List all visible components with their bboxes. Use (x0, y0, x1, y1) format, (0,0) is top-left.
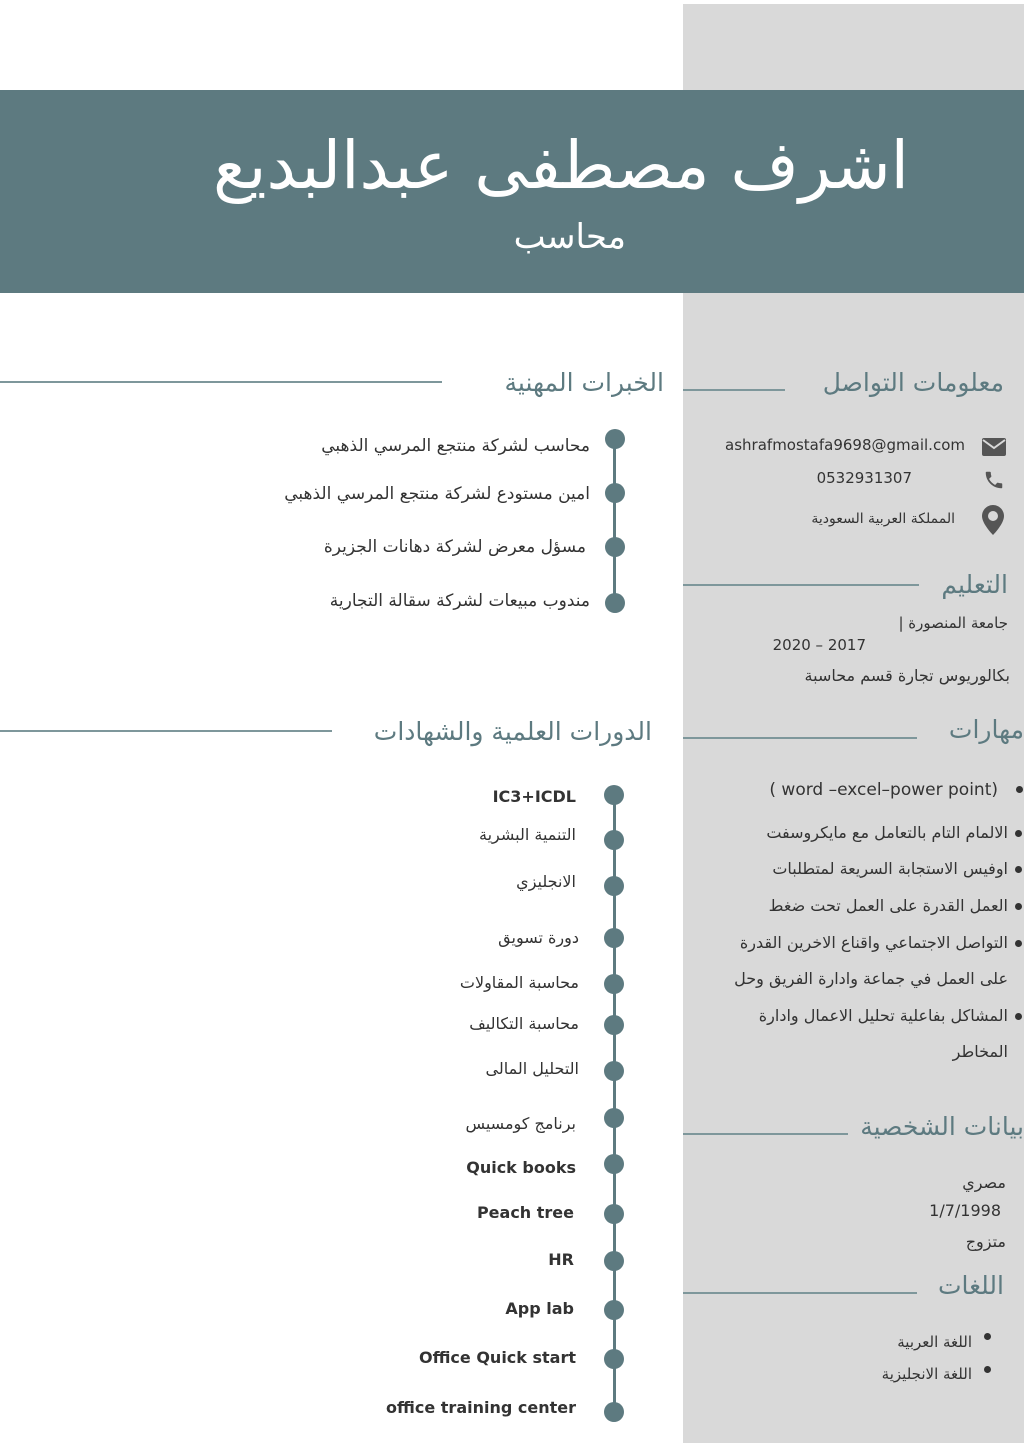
timeline-dot (604, 1061, 624, 1081)
timeline-dot (604, 1349, 624, 1369)
timeline-dot (604, 974, 624, 994)
marital-status-text: متزوج (965, 1232, 1006, 1251)
contact-divider (683, 389, 785, 391)
experience-title: الخبرات المهنية (504, 368, 664, 397)
skill-line: الالمام التام بالتعامل مع مايكروسفت (766, 823, 1008, 842)
course-item: محاسبة المقاولات (459, 973, 579, 992)
course-item: برنامج كومسيس (465, 1114, 576, 1133)
course-item: HR (548, 1250, 574, 1269)
course-item: الانجليزي (516, 872, 576, 891)
timeline-dot (604, 1154, 624, 1174)
nationality-text: مصري (962, 1173, 1006, 1192)
course-item: التحليل المالى (485, 1059, 579, 1078)
skill-line: على العمل في جماعة وادارة الفريق وحل (734, 969, 1008, 988)
experience-item: محاسب لشركة منتجع المرسي الذهبي (321, 436, 590, 456)
person-name: اشرف مصطفى عبدالبديع (213, 127, 909, 204)
email-text: ashrafmostafa9698@gmail.com (725, 436, 965, 454)
email-icon (982, 438, 1006, 456)
course-item: Office Quick start (418, 1348, 576, 1367)
location-text: المملكة العربية السعودية (811, 511, 955, 527)
course-item: التنمية البشرية (479, 825, 576, 844)
personal-title: بيانات الشخصية (860, 1112, 1024, 1141)
education-title: التعليم (941, 570, 1008, 599)
skill-bullet (1015, 866, 1022, 873)
course-item: office training center (386, 1398, 576, 1417)
timeline-dot (605, 537, 625, 557)
phone-icon (983, 469, 1005, 491)
university-text: جامعة المنصورة | (898, 614, 1008, 632)
birthdate-text: 1/7/1998 (929, 1201, 1001, 1220)
experience-item: مسؤل معرض لشركة دهانات الجزيرة (323, 537, 586, 557)
skill-line: التواصل الاجتماعي واقناع الاخرين القدرة (739, 933, 1008, 952)
experience-item: امين مستودع لشركة منتجع المرسي الذهبي (284, 484, 590, 504)
skill-bullet (1015, 940, 1022, 947)
job-title: محاسب (513, 217, 626, 257)
skill-bullet (1015, 1013, 1022, 1020)
language-bullet (984, 1333, 991, 1340)
skill-line: العمل القدرة على العمل تحت ضغط (768, 896, 1008, 915)
skill-bullet (1015, 903, 1022, 910)
timeline-dot (604, 1204, 624, 1224)
course-item: Quick books (466, 1158, 576, 1177)
language-item: اللغة العربية (897, 1333, 972, 1351)
timeline-dot (604, 1402, 624, 1422)
skill-bullet (1016, 786, 1023, 793)
timeline-dot (605, 429, 625, 449)
education-years: 2020 – 2017 (772, 636, 866, 654)
skill-bullet (1015, 830, 1022, 837)
timeline-dot (604, 1300, 624, 1320)
course-item: دورة تسويق (498, 928, 579, 947)
timeline-dot (604, 830, 624, 850)
course-item: App lab (505, 1299, 574, 1318)
timeline-dot (605, 593, 625, 613)
timeline-dot (604, 928, 624, 948)
language-item: اللغة الانجليزية (881, 1365, 972, 1383)
experience-item: مندوب مبيعات لشركة سقالة التجارية (329, 591, 590, 611)
skill-line: المشاكل بفاعلية تحليل الاعمال وادارة (758, 1006, 1008, 1025)
courses-title: الدورات العلمية والشهادات (373, 717, 652, 746)
course-item: IC3+ICDL (492, 787, 576, 806)
language-bullet (984, 1366, 991, 1373)
timeline-dot (604, 876, 624, 896)
timeline-dot (604, 1108, 624, 1128)
skills-title: مهارات (948, 715, 1024, 744)
skill-line: المخاطر (952, 1042, 1008, 1061)
skill-line: ( word –excel–power point) (769, 780, 998, 800)
contact-title: معلومات التواصل (822, 368, 1004, 397)
location-pin-icon (982, 505, 1004, 535)
timeline-dot (604, 785, 624, 805)
skills-divider (683, 737, 917, 739)
courses-divider (0, 730, 332, 732)
skill-line: اوفيس الاستجابة السريعة لمتطلبات (772, 859, 1008, 878)
languages-divider (683, 1292, 917, 1294)
timeline-dot (604, 1251, 624, 1271)
education-divider (683, 584, 919, 586)
experience-timeline (613, 438, 616, 604)
timeline-dot (604, 1015, 624, 1035)
course-item: Peach tree (476, 1203, 574, 1222)
degree-text: بكالوريوس تجارة قسم محاسبة (804, 666, 1010, 685)
personal-divider (683, 1133, 848, 1135)
timeline-dot (605, 483, 625, 503)
phone-text: 0532931307 (816, 469, 912, 487)
languages-title: اللغات (937, 1271, 1004, 1300)
course-item: محاسبة التكاليف (469, 1014, 579, 1033)
